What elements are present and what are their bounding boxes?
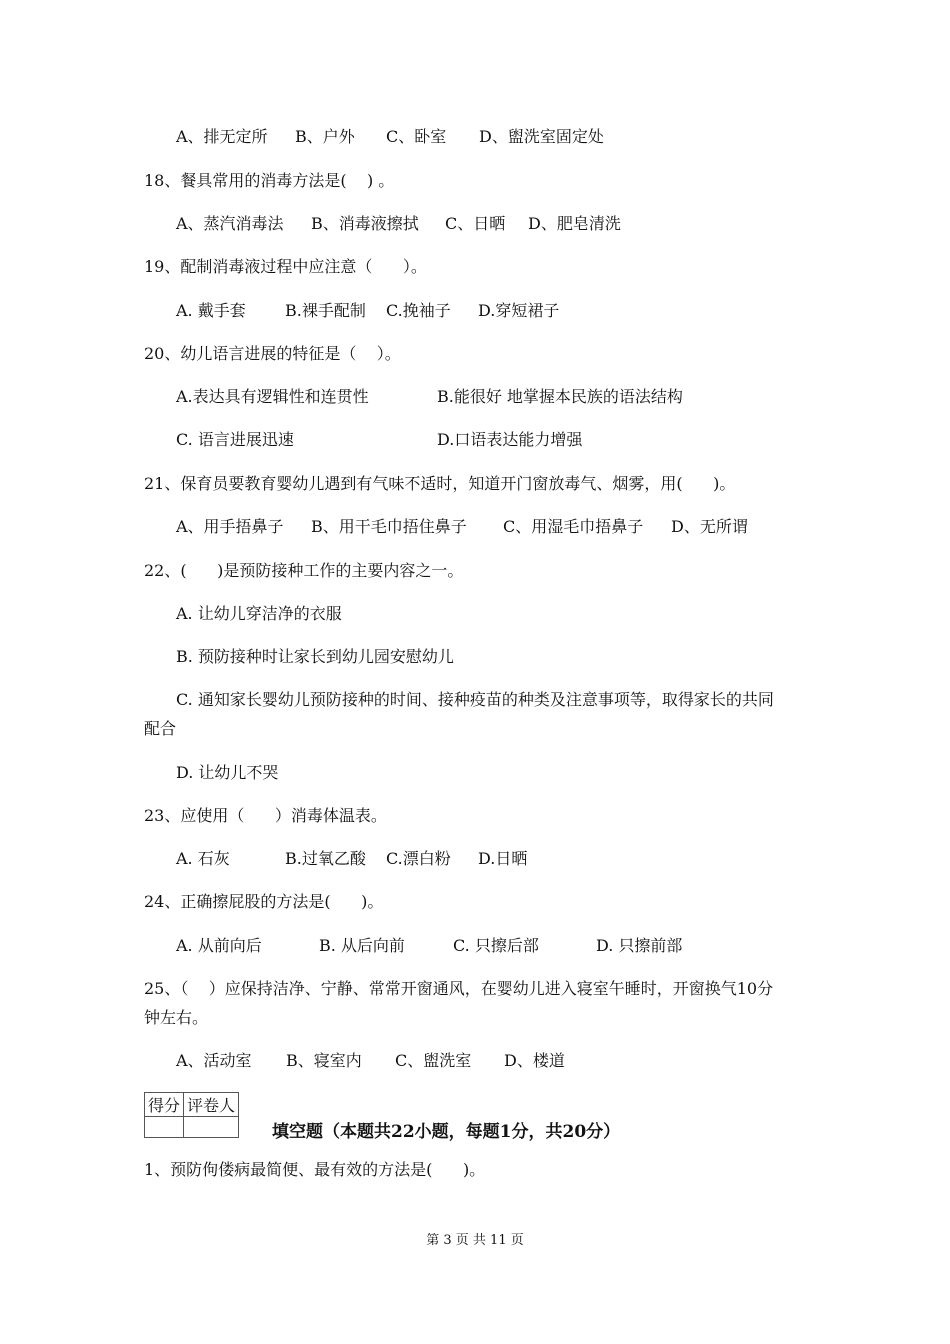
q25-stem-line1: 25、（ ）应保持洁净、宁静、常常开窗通风，在婴幼儿进入寝室午睡时，开窗换气10分 (144, 979, 774, 998)
score-cell (145, 1117, 184, 1138)
score-table (144, 1092, 239, 1138)
q21-option-b: B、用干毛巾捂住鼻子 (311, 517, 467, 536)
q18-option-d: D、肥皂清洗 (528, 214, 621, 233)
q21-stem: 21、保育员要教育婴幼儿遇到有气味不适时，知道开门窗放毒气、烟雾，用( )。 (144, 474, 736, 493)
section-title: 填空题（本题共22小题，每题1分，共20分） (272, 1122, 621, 1142)
fill-question-1: 1、预防佝偻病最简便、最有效的方法是( )。 (144, 1160, 486, 1179)
q18-stem: 18、餐具常用的消毒方法是( ) 。 (144, 171, 395, 190)
q24-option-d: D. 只擦前部 (596, 936, 683, 955)
q18-option-c: C、日晒 (445, 214, 506, 233)
q17-option-b: B、户外 (295, 127, 355, 146)
page-footer: 第 3 页 共 11 页 (426, 1233, 524, 1248)
q20-option-d: D.口语表达能力增强 (437, 430, 583, 449)
q22-stem: 22、( )是预防接种工作的主要内容之一。 (144, 561, 464, 580)
q17-option-c: C、卧室 (386, 127, 447, 146)
q25-option-c: C、盥洗室 (395, 1051, 472, 1070)
q18-option-a: A、蒸汽消毒法 (176, 214, 284, 233)
q17-option-d: D、盥洗室固定处 (479, 127, 604, 146)
q23-option-b: B.过氧乙酸 (285, 849, 366, 868)
grader-header: 评卷人 (184, 1093, 239, 1117)
q22-option-d: D. 让幼儿不哭 (176, 763, 279, 782)
q19-option-b: B.裸手配制 (285, 301, 366, 320)
q20-option-b: B.能很好 地掌握本民族的语法结构 (437, 387, 683, 406)
q24-option-b: B. 从后向前 (319, 936, 405, 955)
q20-option-a: A.表达具有逻辑性和连贯性 (176, 387, 369, 406)
q21-option-c: C、用湿毛巾捂鼻子 (503, 517, 644, 536)
q23-option-c: C.漂白粉 (386, 849, 451, 868)
q18-option-b: B、消毒液擦拭 (311, 214, 419, 233)
q20-stem: 20、幼儿语言进展的特征是（ ）。 (144, 344, 401, 363)
q25-option-a: A、活动室 (176, 1051, 252, 1070)
q21-option-a: A、用手捂鼻子 (176, 517, 284, 536)
grader-cell (184, 1117, 239, 1138)
q25-stem-line2: 钟左右。 (144, 1008, 209, 1027)
q24-option-c: C. 只擦后部 (453, 936, 539, 955)
q24-stem: 24、正确擦屁股的方法是( )。 (144, 892, 384, 911)
q19-option-a: A. 戴手套 (176, 301, 246, 320)
q25-option-b: B、寝室内 (286, 1051, 362, 1070)
q22-option-a: A. 让幼儿穿洁净的衣服 (176, 604, 342, 623)
q23-option-a: A. 石灰 (176, 849, 230, 868)
q24-option-a: A. 从前向后 (176, 936, 262, 955)
q22-option-b: B. 预防接种时让家长到幼儿园安慰幼儿 (176, 647, 454, 666)
q25-option-d: D、楼道 (504, 1051, 565, 1070)
q19-stem: 19、配制消毒液过程中应注意（ ）。 (144, 257, 427, 276)
q23-stem: 23、应使用（ ）消毒体温表。 (144, 806, 387, 825)
q23-option-d: D.日晒 (478, 849, 528, 868)
q22-option-c-line2: 配合 (144, 719, 177, 738)
score-header: 得分 (145, 1093, 184, 1117)
q17-option-a: A、排无定所 (176, 127, 268, 146)
q21-option-d: D、无所谓 (671, 517, 748, 536)
q19-option-c: C.挽袖子 (386, 301, 451, 320)
q22-option-c-line1: C. 通知家长婴幼儿预防接种的时间、接种疫苗的种类及注意事项等，取得家长的共同 (176, 690, 774, 709)
q20-option-c: C. 语言进展迅速 (176, 430, 294, 449)
q19-option-d: D.穿短裙子 (478, 301, 560, 320)
